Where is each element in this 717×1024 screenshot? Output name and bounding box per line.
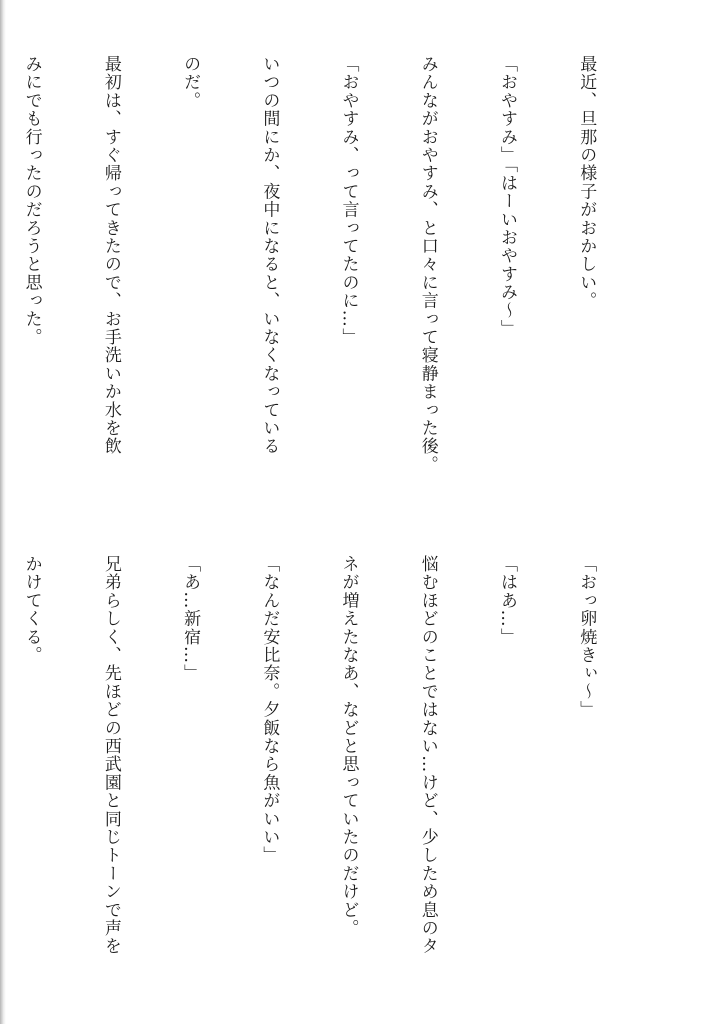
text-line: 悩むほどのことではない…けど、少しため息のタ xyxy=(417,555,438,956)
text-line: かけてくる。 xyxy=(21,555,42,665)
text-line: 「おやすみ、って言ってたのに…」 xyxy=(338,55,359,347)
bottom-text-block xyxy=(0,555,652,956)
text-line: 「あ…新宿…」 xyxy=(180,555,201,683)
text-line: 「おやすみ」「はーいおやすみ～」 xyxy=(496,55,517,338)
text-line: 「はあ…」 xyxy=(496,555,517,646)
text-line: みんながおやすみ、と口々に言って寝静まった後。 xyxy=(417,55,438,474)
text-line: 「なんだ安比奈。夕飯なら魚がいい」 xyxy=(259,555,280,865)
text-line: みにでも行ったのだろうと思った。 xyxy=(21,55,42,347)
text-line: のだ。 xyxy=(180,55,201,110)
text-line: 兄弟らしく、先ほどの西武園と同じトーンで声を xyxy=(100,555,121,956)
text-line: 最近、旦那の様子がおかしい。 xyxy=(576,55,597,310)
text-line: 「おっ卵焼きぃ～」 xyxy=(576,555,597,719)
text-line: 最初は、すぐ帰ってきたので、お手洗いか水を飲 xyxy=(100,55,121,456)
text-line: ネが増えたなあ、などと思っていたのだけど。 xyxy=(338,555,359,938)
top-text-block xyxy=(0,55,652,475)
text-line: いつの間にか、夜中になると、いなくなっている xyxy=(259,55,280,456)
